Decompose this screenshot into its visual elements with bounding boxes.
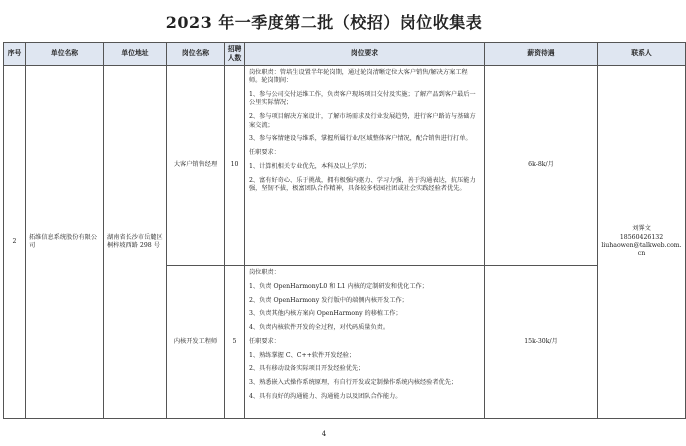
job-table (3, 42, 686, 419)
requirement-line: 1、计算机相关专业优先，本科及以上学历； (249, 162, 371, 170)
count-cell: 10 (225, 66, 245, 266)
company-cell: 拓维信息系统股份有限公司 (26, 66, 104, 419)
address-cell: 湖南省长沙市岳麓区桐梓坡西路 298 号 (104, 66, 167, 419)
requirement-line: 岗位职责： (249, 269, 280, 276)
position-cell: 大客户销售经理 (167, 66, 225, 266)
requirement-line: 1、负责 OpenHarmonyL0 和 L1 内核的定制研发和优化工作； (249, 282, 428, 290)
seq-cell: 2 (4, 66, 26, 419)
requirement-line: 1、熟练掌握 C、C++软件开发经验； (249, 351, 356, 359)
page-number: 4 (321, 430, 327, 438)
requirement-line: 2、具有移动设备实际项目开发经验优先； (249, 365, 365, 373)
requirement-line: 3、负责其他内核方案向 OpenHarmony 的移植工作； (249, 310, 402, 318)
requirement-line: 4、具有良好的沟通能力、沟通能力以及团队合作能力。 (249, 392, 402, 400)
header-salary: 薪资待遇 (485, 43, 598, 66)
header-contact: 联系人 (598, 43, 686, 66)
requirement-line: 2、参与项目解决方案设计，了解市场需求及行业发展趋势，进行客户路访与基础方案交流； (249, 113, 476, 129)
requirement-line: 任职要求： (249, 337, 280, 345)
requirement-line: 2、富有好奇心、乐于挑战，拥有极强内驱力、学习力强，善于沟通表达，抗压能力强，坚韧不拔，极富团队合作精神，具备较多校园社团或社会实践经验者优先。 (249, 176, 476, 192)
header-requirements: 岗位要求 (245, 43, 485, 66)
contact-name: 刘霁文 (632, 225, 651, 233)
requirements-cell (245, 66, 485, 266)
salary-cell: 15k-30k/月 (485, 266, 598, 419)
salary-cell: 6k-8k/月 (485, 66, 598, 266)
requirement-line: 1、参与公司交付运维工作，负责客户现场项目交付及实施；了解产品到客户最后一公里实际情况； (249, 91, 476, 107)
requirement-line: 任职要求： (249, 149, 280, 157)
header-position: 岗位名称 (167, 43, 225, 66)
header-company: 单位名称 (26, 43, 104, 66)
requirements-cell (245, 266, 485, 419)
requirement-line: 3、参与客情建设与维系，掌握所属行业/区域整体客户情况，配合销售进行打单。 (249, 135, 472, 143)
position-cell: 内核开发工程师 (167, 266, 225, 419)
requirement-line: 2、负责 OpenHarmony 发行版中的端侧内核开发工作； (249, 296, 408, 304)
header-seq: 序号 (4, 43, 26, 66)
header-address: 单位地址 (104, 43, 167, 66)
contact-phone: 18560426132 (619, 233, 664, 241)
requirement-line: 4、负责内核软件开发的全过程，对代码质量负责。 (249, 324, 390, 331)
requirement-line: 3、熟悉嵌入式操作系统原理，有自行开发或定制操作系统内核经验者优先； (249, 379, 458, 386)
header-row (4, 43, 686, 66)
contact-cell (598, 66, 686, 419)
count-cell: 5 (225, 266, 245, 419)
requirement-line: 岗位职责：管培生设置半年轮岗期，通过轮岗清晰定位大客户销售/解决方案工程师。轮岗期间： (249, 69, 468, 85)
document-title: 2023 年一季度第二批（校招）岗位收集表 (165, 13, 483, 32)
contact-email: liuhaowen@talkweb.com.cn (601, 242, 682, 258)
header-count: 招聘人数 (225, 43, 245, 66)
table-row (4, 66, 686, 266)
